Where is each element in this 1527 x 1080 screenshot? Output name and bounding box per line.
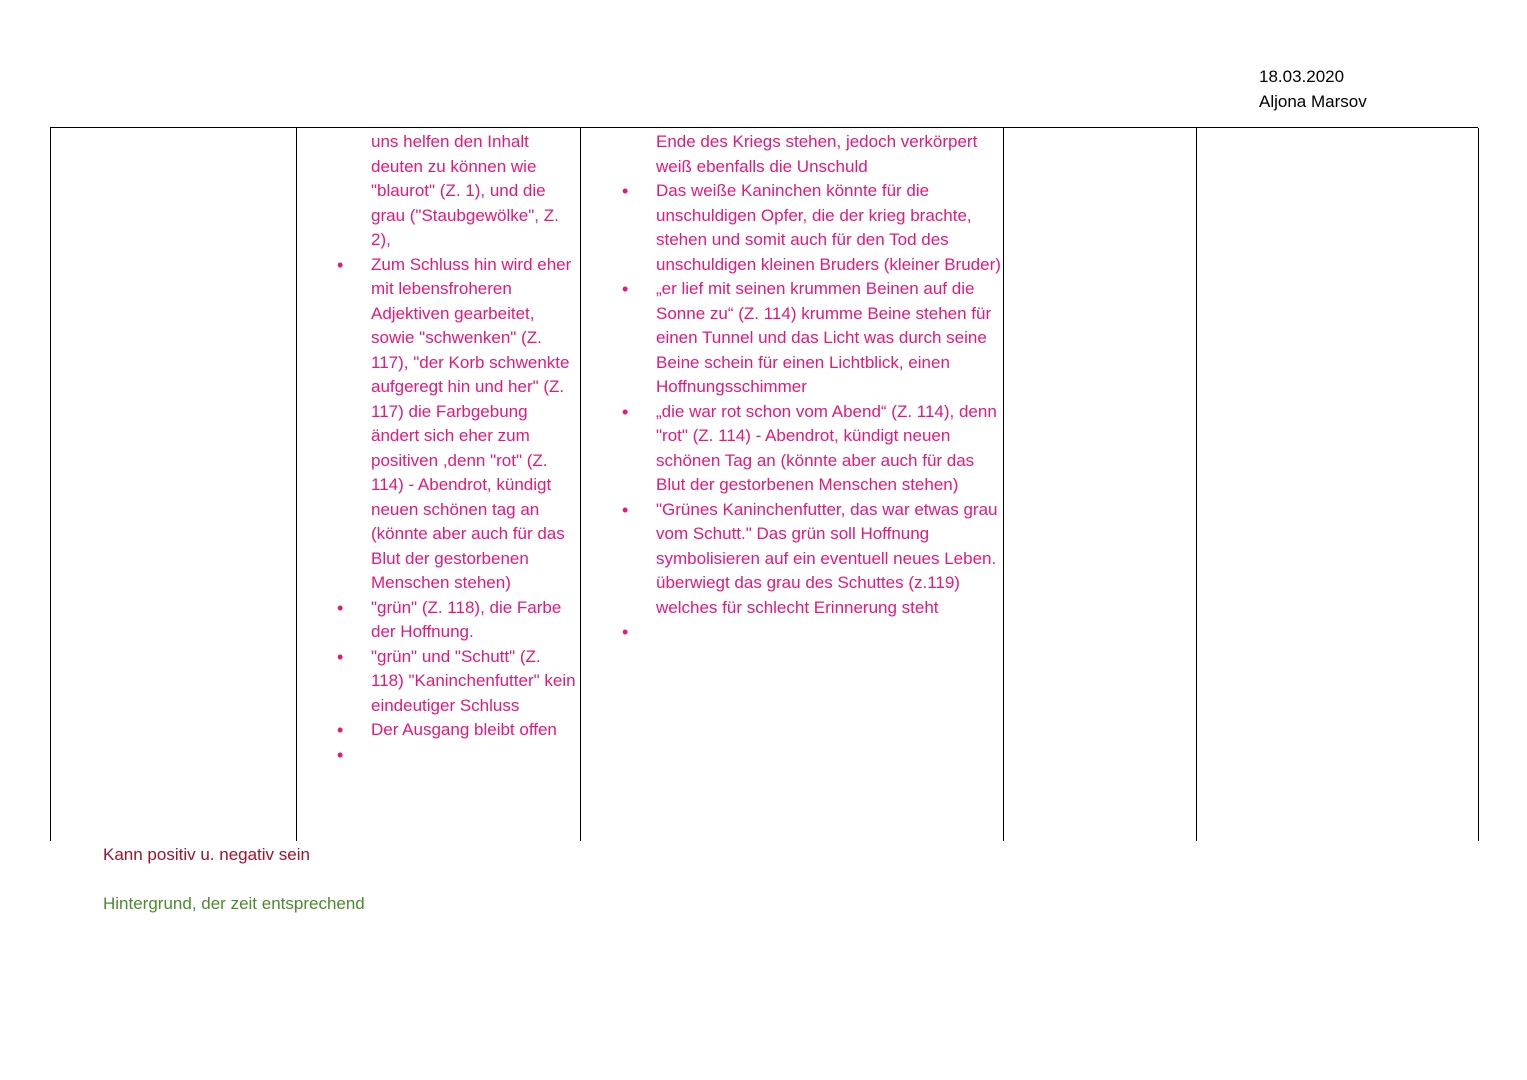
list-item: • "grün" und "Schutt" (Z. 118) "Kaninchenfutter" kein eindeutiger Schluss (371, 645, 576, 719)
list-item: • Das weiße Kaninchen könnte für die unschuldigen Opfer, die der krieg brachte, stehen und somit auch für den Tod des unschuldigen kleinen Bruders (kleiner Bruder) (656, 179, 1002, 277)
table-border-right (1478, 128, 1479, 841)
list-item: • "grün" (Z. 118), die Farbe der Hoffnung. (371, 596, 576, 645)
document-header (1259, 64, 1367, 114)
header-date: 18.03.2020 (1259, 67, 1345, 86)
table-column-divider (580, 128, 581, 841)
list-item: • Der Ausgang bleibt offen (371, 718, 576, 743)
table-border-left (50, 128, 51, 841)
analysis-table (50, 127, 1478, 841)
table-column-divider (296, 128, 297, 841)
list-item: uns helfen den Inhalt deuten zu können wie "blaurot" (Z. 1), und die grau ("Staubgewölke", Z. 2), (371, 132, 559, 249)
note-background: Hintergrund, der zeit entsprechend (103, 894, 365, 913)
header-author: Aljona Marsov (1259, 92, 1367, 111)
list-item-empty (656, 620, 1002, 645)
list-item: Ende des Kriegs stehen, jedoch verkörpert weiß ebenfalls die Unschuld (656, 132, 978, 176)
list-item-empty (371, 743, 576, 768)
table-cell-symbol-analysis (656, 130, 1002, 645)
table-column-divider (1003, 128, 1004, 841)
list-item: • „er lief mit seinen krummen Beinen auf die Sonne zu“ (Z. 114) krumme Beine stehen für einen Tunnel und das Licht was durch seine Beine schein für einen Lichtblick, einen Hoffnungsschimmer (656, 277, 1002, 400)
note-positive-negative: Kann positiv u. negativ sein (103, 845, 310, 864)
table-column-divider (1196, 128, 1197, 841)
list-item: • "Grünes Kaninchenfutter, das war etwas grau vom Schutt." Das grün soll Hoffnung symbolisieren auf ein eventuell neues Leben. überwiegt das grau des Schuttes (z.119) welches für schlecht Erinnerung steht (656, 498, 1002, 621)
table-cell-color-analysis (371, 130, 576, 767)
list-item: • Zum Schluss hin wird eher mit lebensfroheren Adjektiven gearbeitet, sowie "schwenken" (Z. 117), "der Korb schwenkte aufgeregt hin und her" (Z. 117) die Farbgebung ändert sich eher zum positiven ,denn "rot" (Z. 114) - Abendrot, kündigt neuen schönen tag an (könnte aber auch für das Blut der gestorbenen Menschen stehen) (371, 253, 576, 596)
list-item: • „die war rot schon vom Abend“ (Z. 114), denn "rot" (Z. 114) - Abendrot, kündigt neuen schönen Tag an (könnte aber auch für das Blut der gestorbenen Menschen stehen) (656, 400, 1002, 498)
